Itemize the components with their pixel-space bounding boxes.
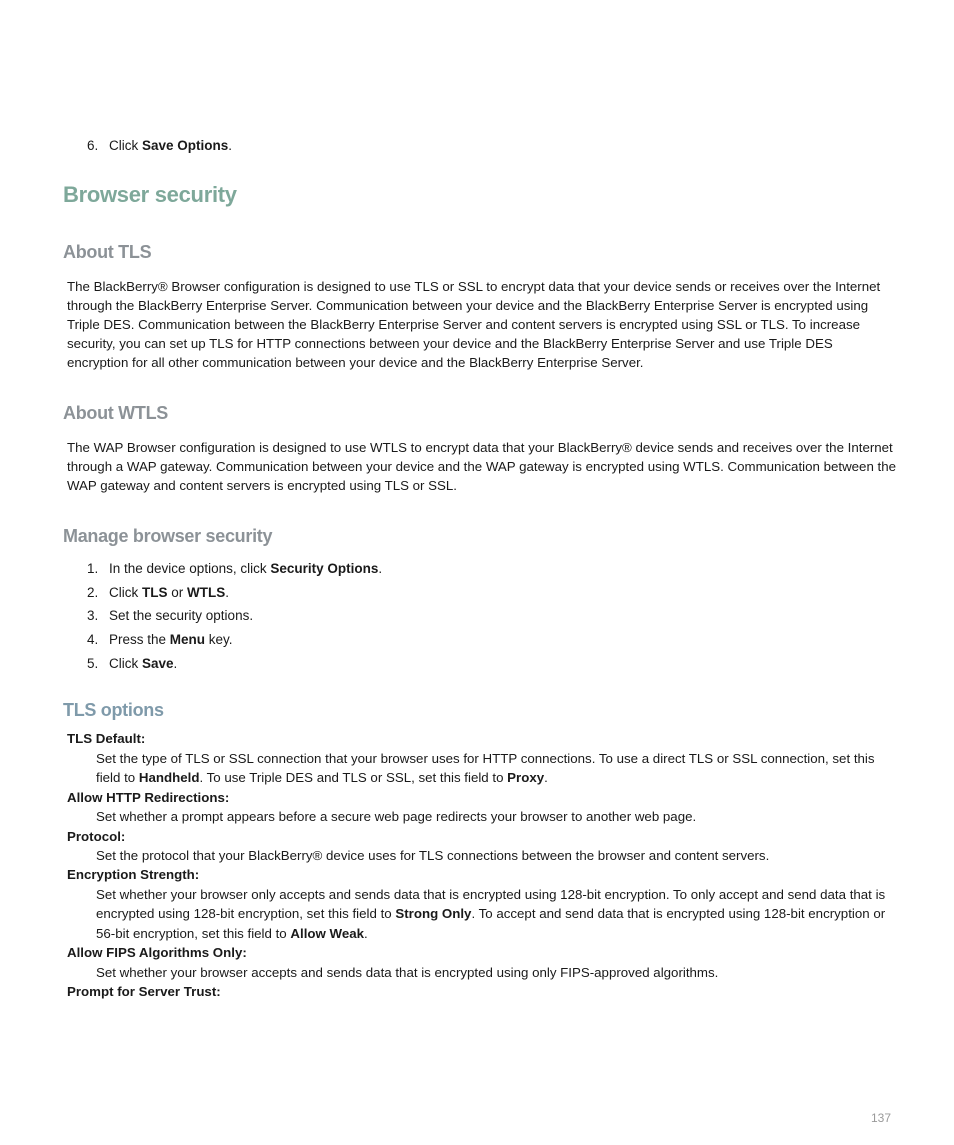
step-save-options: 6. Click Save Options. [87, 138, 233, 153]
manage-step: 5. Click Save. [87, 656, 178, 671]
term-protocol: Protocol: [67, 829, 126, 844]
term-allow-http-redirections: Allow HTTP Redirections: [67, 790, 230, 805]
manage-step: 1. In the device options, click Security Options. [87, 561, 383, 576]
definition-allow-http-redirections: Set whether a prompt appears before a secure web page redirects your browser to another web page. [96, 809, 697, 824]
heading-manage-browser-security: Manage browser security [63, 526, 273, 546]
manage-step: 3. Set the security options. [87, 608, 254, 623]
term-prompt-for-server-trust: Prompt for Server Trust: [67, 984, 221, 999]
definition-allow-fips-algorithms-only: Set whether your browser accepts and sends data that is encrypted using only FIPS-approved algorithms. [96, 965, 719, 980]
section-title: Browser security [63, 182, 237, 207]
heading-about-tls: About TLS [63, 242, 152, 262]
term-allow-fips-algorithms-only: Allow FIPS Algorithms Only: [67, 945, 247, 960]
term-encryption-strength: Encryption Strength: [67, 867, 200, 882]
paragraph-about-wtls: The WAP Browser configuration is designed to use WTLS to encrypt data that your BlackBerry® device sends and receives over the Internet through a WAP gateway. Communication between your device and the WAP gateway is encrypted using WTLS. Communication between the WAP gateway and content servers is encrypted using TLS or SSL. [67, 440, 897, 493]
manage-step: 4. Press the Menu key. [87, 632, 233, 647]
definition-protocol: Set the protocol that your BlackBerry® device uses for TLS connections between the browser and content servers. [96, 848, 770, 863]
heading-tls-options: TLS options [63, 700, 164, 720]
step-number: 6. [87, 138, 99, 153]
definition-tls-default: Set the type of TLS or SSL connection that your browser uses for HTTP connections. To use a direct TLS or SSL connection, set this field to Handheld. To use Triple DES and TLS or SSL, set this field to Proxy. [96, 751, 875, 786]
term-tls-default: TLS Default: [67, 731, 146, 746]
heading-about-wtls: About WTLS [63, 403, 168, 423]
definition-encryption-strength: Set whether your browser only accepts and sends data that is encrypted using 128-bit encryption. To only accept and send data that is encrypted using 128-bit encryption, set this field to Strong Only. To accept and send data that is encrypted using 128-bit encryption or 56-bit encryption, set this field to Allow Weak. [96, 887, 886, 941]
manage-step: 2. Click TLS or WTLS. [87, 585, 230, 600]
page-number: 137 [871, 1111, 892, 1125]
paragraph-about-tls: The BlackBerry® Browser configuration is designed to use TLS or SSL to encrypt data that your device sends or receives over the Internet through the BlackBerry Enterprise Server. Communication between your device and the BlackBerry Enterprise Server is encrypted using Triple DES. Communication between the BlackBerry Enterprise Server and content servers is encrypted using SSL or TLS. To increase security, you can set up TLS for HTTP connections between your device and the BlackBerry Enterprise Server and use Triple DES encryption for all other communication between your device and the BlackBerry Enterprise Server. [67, 279, 881, 370]
